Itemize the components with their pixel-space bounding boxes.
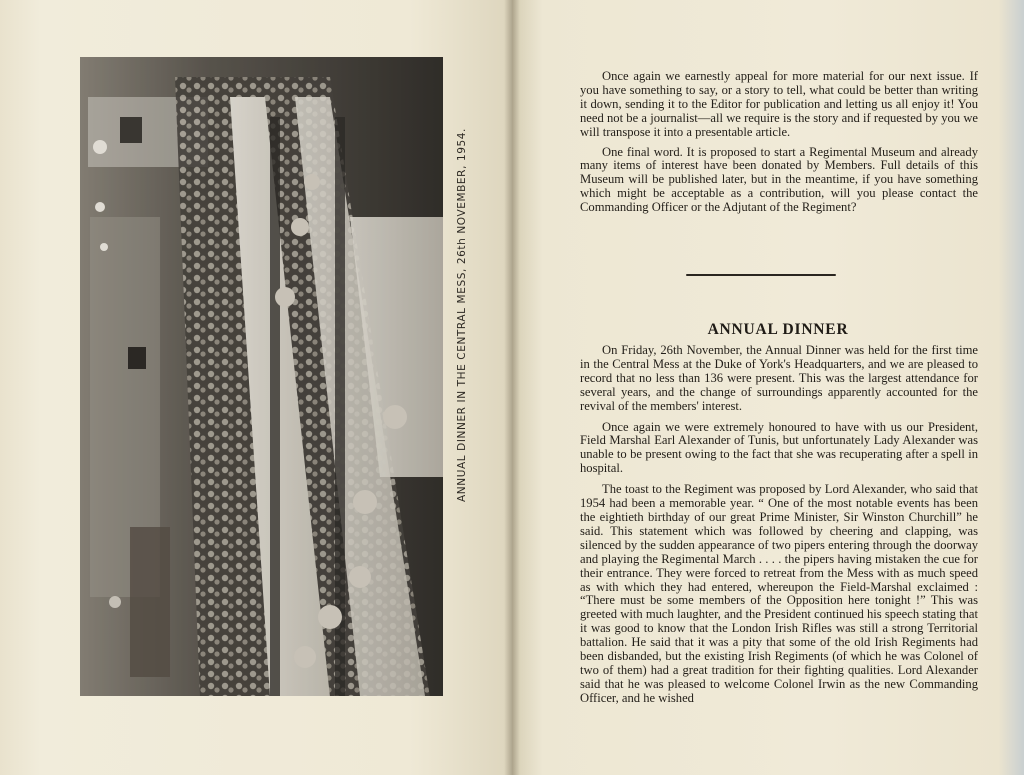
section-divider <box>686 274 836 276</box>
dinner-photograph <box>80 57 443 696</box>
annual-dinner-text <box>580 344 978 713</box>
paragraph-dinner-1: On Friday, 26th November, the Annual Dinner was held for the first time in the Central Mess at the Duke of York's Headquarters, and we are pleased to record that no less than 136 were present. This was the largest attendance for several years, and the change of surroundings apparently accounted for the revival of the members' interest. <box>580 343 978 413</box>
paragraph-appeal: Once again we earnestly appeal for more material for our next issue. If you have something to say, or a story to tell, what could be better than writing it down, sending it to the Editor for publication and letting us all enjoy it! You need not be a journalist—all we require is the story and if requested by you we will transpose it into a presentable article. <box>580 69 978 139</box>
section-heading: ANNUAL DINNER <box>707 321 849 338</box>
photo-caption-text: ANNUAL DINNER IN THE CENTRAL MESS, 26th NOVEMBER, 1954. <box>456 128 468 502</box>
paragraph-museum: One final word. It is proposed to start a Regimental Museum and already many items of interest have been donated by Members. Full details of this Museum will be published later, but in the meantime, if you have something which might be acceptable as a contribution, will you please contact the Commanding Officer or the Adjutant of the Regiment? <box>580 144 978 215</box>
photo-annual-dinner-icon <box>80 57 443 696</box>
book-gutter <box>504 0 520 775</box>
appeal-text <box>580 70 978 221</box>
paragraph-dinner-3: The toast to the Regiment was proposed by Lord Alexander, who said that 1954 had been a memorable year. “ One of the most notable events has been the eightieth birthday of our great Prime Minister, Sir Winston Churchill” he said. This statement which was followed by cheering and clapping, was silenced by the sudden appearance of two pipers entering through the doorway and playing the Regimental March . . . . the pipers having mistaken the cue for their entrance. They were forced to retreat from the Mess with as much speed as with which they had entered, whereupon the Field-Marshal exclaimed : “There must be some members of the Opposition here tonight !” This was greeted with much laughter, and the President continued his speech stating that it was good to know that the London Irish Rifles was still a strong Territorial battalion. He said that it was a pity that some of the old Irish Regiments had been disbanded, but the existing Irish Regiments (of which he was Colonel of two of them) had a great tradition for their fighting qualities. Lord Alexander said that he was pleased to welcome Colonel Irwin as the new Commanding Officer, and he wished <box>580 482 978 705</box>
photo-caption <box>455 80 469 550</box>
paragraph-dinner-2: Once again we were extremely honoured to have with us our President, Field Marshal Earl Alexander of Tunis, but unfortunately Lady Alexander was unable to be present owing to the fact that she was recuperating after a spell in hospital. <box>580 419 978 476</box>
